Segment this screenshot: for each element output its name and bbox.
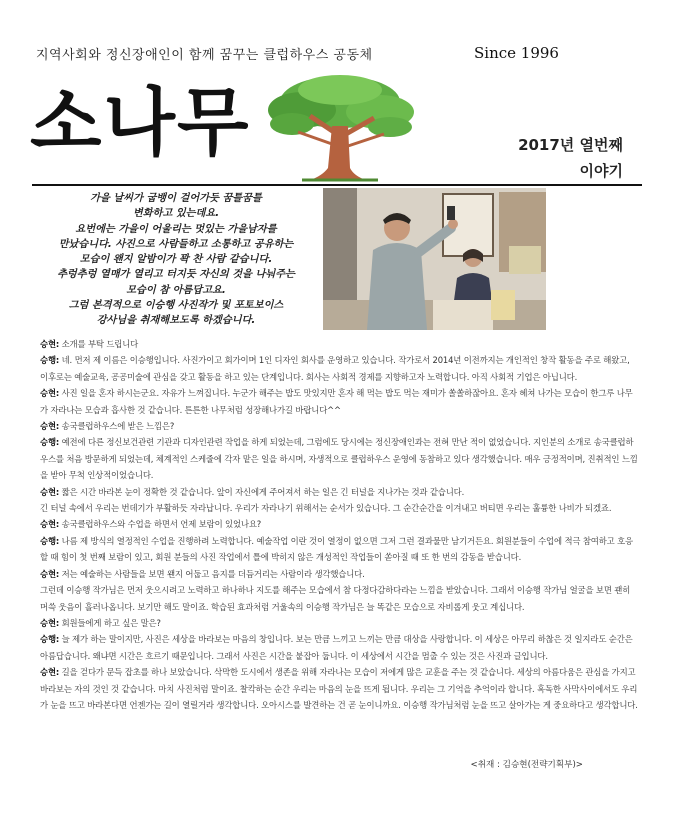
answer-text: 긴 터널 속에서 우리는 번데기가 부활하듯 자라납니다. 우리가 자라나기 위해서는 순서가 있습니다. 그 순간순간을 이겨내고 버티면 우리는 훌륭한 나비가 되겠죠. (40, 503, 612, 514)
interview-answer (40, 582, 638, 615)
intro-line: 가을 날씨가 굽뱅이 걸어가듯 꿈틀꿈틀 (90, 193, 262, 204)
speaker-label: 승현: (40, 519, 60, 530)
answer-text: 짧은 시간 바라본 눈이 정확한 것 같습니다. 앞이 자신에게 주어져서 하는 일은 긴 터널을 지나가는 것과 같습니다. (61, 486, 465, 497)
newsletter-title: 소나무 (30, 80, 251, 166)
intro-line: 요번에는 가을이 어울리는 멋있는 가을남자를 (75, 223, 277, 235)
question-text: 송국클럽하우스에 받은 느낌은? (61, 421, 175, 432)
issue-line-2: 이야기 (579, 162, 623, 181)
pine-tree-illustration (262, 72, 417, 184)
question-text: 회원들에게 하고 싶은 말은? (61, 617, 161, 628)
interview-answer (40, 500, 638, 516)
intro-line: 만났습니다. 사진으로 사람들하고 소통하고 공유하는 (58, 238, 294, 250)
answer-text: 길을 걷다가 문득 잡초를 하나 보았습니다. 삭막한 도시에서 생존을 위해 자라나는 모습이 저에게 많은 교훈을 주는 것 같습니다. 세상의 아름다움은 관심을 가지고 바라보는 자의 것인 것 같습니다. 마치 사진처럼 말이죠. 찰칵하는 순간 우리는 마음의 눈을 뜨게 됩니다. 우리는 그 기억을 추억이라 합니다. 혹독한 사막사이에서도 우리가 눈을 뜨고 바라본다면 언젠가는 길이 열릴거라 생각합니다. 오아시스를 발견하는 건 곧 눈이니까요. 이승행 작가님처럼 눈을 뜨고 살아가는 게 중요하다고 생각합니다. (40, 667, 638, 710)
speaker-label: 승행: (40, 634, 60, 645)
interview-question (40, 516, 638, 532)
interview-question (40, 566, 638, 582)
intro-line: 모습이 참 아름답고요. (126, 284, 226, 296)
answer-text: 그런데 이승행 작가님은 먼저 웃으시려고 노력하고 하나하나 지도를 해주는 모습에서 참 다정다감하다라는 느낌을 받았습니다. 그래서 이승행 작가님 얼굴을 보면 괜히 머쓱 웃음이 흘러나옵니다. 보기만 해도 말이죠. 학습된 효과처럼 거울속의 이승행 작가님은 늘 똑같은 모습으로 자비롭게 웃고 계십니다. (40, 585, 631, 612)
speaker-label: 승행: (40, 437, 60, 448)
interview-question (40, 418, 638, 434)
intro-line: 모습이 왠지 알밤이가 꽉 찬 사람 같습니다. (79, 254, 273, 266)
header-divider (32, 184, 642, 186)
answer-text: 네. 먼저 제 이름은 이승행입니다. 사진가이고 회가이며 1인 디자인 회사를 운영하고 있습니다. 작가로서 2014년 이전까지는 개인적인 창작 활동을 주로 해왔고, 이후로는 예술교육, 공공미술에 관심을 갖고 활동을 하고 있는 단계입니다. 회사는 사회적 경제를 지향하고자 노력합니다. 아직 사회적 기업은 아닙니다. (40, 355, 630, 382)
speaker-label: 승현: (40, 568, 60, 579)
interview-answer (40, 434, 638, 483)
speaker-label: 승행: (40, 355, 60, 366)
interview-answer (40, 352, 638, 385)
answer-text: 사진 일을 혼자 하시는군요. 자유가 느껴집니다. 누군가 해주는 밥도 맛있지만 혼자 해 먹는 밥도 먹는 재미가 쏠쏠하잖아요. 혼자 헤쳐 나가는 모습이 한그루 나무가 자라나는 모습과 흡사한 것 같습니다. 튼튼한 나무처럼 성장해나가길 바랍니다^^ (40, 388, 633, 415)
intro-line: 추렁추렁 열매가 열리고 터지듯 자신의 것을 나눠주는 (57, 269, 295, 281)
speaker-label: 승현: (40, 667, 60, 678)
answer-text: 예전에 다른 정신보건관련 기관과 디자인관련 작업을 하게 되었는데, 그럼에도 당시에는 정신장애인과는 전혀 만난 적이 없었습니다. 지인분의 소개로 송국클럽하우스를 처음 방문하게 되었는데, 체계적인 스케줄에 각자 맡은 일을 하시며, 자생적으로 클럽하우스 운영에 동참하고 있다 생각했습니다. 매우 긍정적이며, 진취적인 느낌을 받아 무척 인상적이었습니다. (40, 437, 638, 481)
intro-line: 그럼 본격적으로 이승행 사진작가 및 포토보이스 (68, 300, 284, 312)
speaker-label: 승행: (40, 535, 60, 546)
speaker-label: 승현: (40, 339, 60, 349)
since-year: Since 1996 (474, 44, 559, 62)
question-text: 저는 예술하는 사람들을 보면 왠지 어둡고 음지를 더듬거리는 사람이라 생각했습니다. (61, 568, 365, 579)
speaker-label: 승현: (40, 486, 60, 497)
issue-number (518, 132, 623, 185)
answer-text: 늘 제가 하는 말이지만, 사진은 세상을 바라보는 마음의 창입니다. 보는 만큼 느끼고 느끼는 만큼 대상을 사랑합니다. 이 세상은 아무리 하찮은 것 일지라도 순간은 아름답습니다. 왜냐면 시간은 흐르기 때문입니다. 그래서 사진은 시간을 붙잡아 둡니다. 이 세상에서 시간을 멈출 수 있는 것은 사진과 글입니다. (40, 634, 633, 661)
question-text: 송국클럽하우스와 수업을 하면서 언제 보람이 있었나요? (61, 519, 262, 530)
photographer-photo (323, 188, 546, 330)
interview-question (40, 336, 638, 352)
reporter-credit: <취재 : 김승현(전략기획부)> (470, 760, 583, 770)
interview-body (40, 336, 638, 713)
tagline: 지역사회와 정신장애인이 함께 꿈꾸는 클럽하우스 공동체 (36, 48, 373, 63)
intro-paragraph (40, 191, 312, 329)
interview-question (40, 615, 638, 631)
intro-line: 변화하고 있는데요. (132, 208, 220, 220)
interview-answer (40, 484, 638, 500)
speaker-label: 승현: (40, 421, 60, 432)
question-text: 소개를 부탁 드립니다 (61, 339, 139, 349)
speaker-label: 승현: (40, 388, 60, 399)
interview-answer (40, 664, 638, 713)
answer-text: 나름 제 방식의 열정적인 수업을 진행하려 노력합니다. 예술작업 이란 것이 열정이 없으면 그저 그런 결과물만 남기거든요. 회원분들이 수업에 적극 참여하고 호응할 때 힘이 첫 번째 보람이 있고, 회원 분들의 사진 작업에서 틀에 박히지 않은 개성적인 작업들이 쏟아질 때 또 한 번의 감동을 받습니다. (40, 535, 633, 563)
issue-line-1: 2017년 열번째 (518, 136, 623, 154)
speaker-label: 승현: (40, 617, 60, 628)
interview-answer (40, 631, 638, 664)
interview-answer (40, 385, 638, 418)
intro-line: 강사님을 취재해보도록 하겠습니다. (96, 315, 256, 327)
interview-answer (40, 533, 638, 566)
